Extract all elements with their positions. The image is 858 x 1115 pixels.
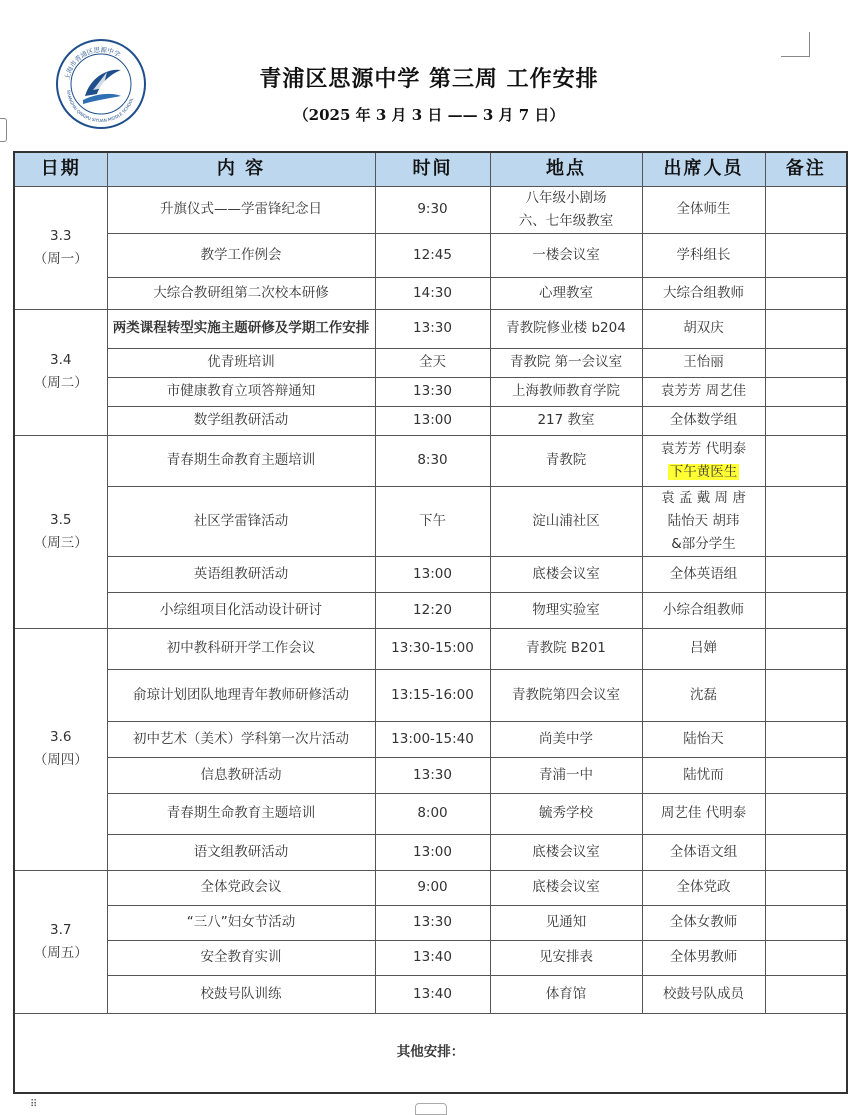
content-cell: 两类课程转型实施主题研修及学期工作安排 bbox=[107, 309, 375, 348]
place-line: 尚美中学 bbox=[539, 730, 593, 747]
notes-cell bbox=[765, 940, 847, 975]
other-arrangements-label: 其他安排： bbox=[14, 1013, 847, 1093]
time-cell: 13:30 bbox=[375, 757, 490, 793]
logo-ring-text-top: 上海市青浦区思源中学 bbox=[63, 45, 122, 81]
table-row bbox=[14, 233, 847, 277]
time-cell: 13:40 bbox=[375, 975, 490, 1013]
page-corner-mark bbox=[781, 32, 810, 57]
place-cell bbox=[490, 435, 642, 486]
place-cell bbox=[490, 793, 642, 834]
attendees-cell bbox=[642, 721, 765, 757]
place-cell bbox=[490, 975, 642, 1013]
page-title: 青浦区思源中学 第三周 工作安排 bbox=[259, 66, 599, 92]
attendees-line: &部分学生 bbox=[671, 535, 736, 552]
header-notes: 备注 bbox=[765, 152, 847, 187]
notes-cell bbox=[765, 669, 847, 721]
weekday-label: （周二） bbox=[33, 375, 88, 392]
attendees-cell bbox=[642, 406, 765, 435]
table-row bbox=[14, 406, 847, 435]
content-cell: 大综合教研组第二次校本研修 bbox=[107, 277, 375, 309]
place-line: 毓秀学校 bbox=[539, 805, 593, 822]
place-cell bbox=[490, 905, 642, 940]
weekday-label: （周四） bbox=[33, 752, 88, 769]
attendees-line: 陆怡天 bbox=[683, 730, 724, 747]
place-line: 青教院第四会议室 bbox=[512, 686, 620, 703]
attendees-line: 沈磊 bbox=[690, 686, 717, 703]
attendees-cell bbox=[642, 870, 765, 905]
time-cell: 13:30 bbox=[375, 377, 490, 406]
time-cell: 14:30 bbox=[375, 277, 490, 309]
notes-cell bbox=[765, 187, 847, 234]
date-value: 3.6 bbox=[50, 729, 72, 746]
date-cell bbox=[14, 309, 107, 435]
place-line: 物理实验室 bbox=[532, 601, 600, 618]
notes-cell bbox=[765, 905, 847, 940]
place-cell bbox=[490, 592, 642, 628]
weekday-label: （周一） bbox=[33, 250, 88, 267]
attendees-line: 大综合组教师 bbox=[663, 284, 744, 301]
place-line: 青教院 bbox=[545, 452, 587, 469]
attendees-line: 全体数学组 bbox=[669, 412, 738, 429]
content-cell: 语文组教研活动 bbox=[107, 834, 375, 870]
place-line: 八年级小剧场 bbox=[525, 190, 607, 206]
other-arrangements-row bbox=[14, 1013, 847, 1093]
date-cell bbox=[14, 435, 107, 628]
place-cell bbox=[490, 757, 642, 793]
notes-cell bbox=[765, 592, 847, 628]
attendees-line: 袁 孟 戴 周 唐 bbox=[661, 489, 746, 506]
table-row bbox=[14, 628, 847, 669]
attendees-cell bbox=[642, 628, 765, 669]
table-row bbox=[14, 187, 847, 234]
place-line: 底楼会议室 bbox=[532, 879, 600, 896]
place-cell bbox=[490, 406, 642, 435]
attendees-line: 校鼓号队成员 bbox=[663, 985, 744, 1002]
attendees-line: 学科组长 bbox=[676, 246, 731, 263]
content-cell: 升旗仪式——学雷锋纪念日 bbox=[107, 187, 375, 234]
place-line: 体育馆 bbox=[545, 985, 587, 1002]
place-line: 心理教室 bbox=[539, 284, 593, 301]
attendees-line: 全体师生 bbox=[676, 201, 731, 218]
notes-cell bbox=[765, 277, 847, 309]
attendees-cell bbox=[642, 940, 765, 975]
attendees-line: 袁芳芳 周艺佳 bbox=[660, 383, 747, 400]
notes-cell bbox=[765, 377, 847, 406]
notes-cell bbox=[765, 233, 847, 277]
place-cell bbox=[490, 834, 642, 870]
table-row bbox=[14, 592, 847, 628]
date-cell bbox=[14, 187, 107, 310]
attendees-line: 全体党政 bbox=[676, 879, 731, 896]
content-cell: 社区学雷锋活动 bbox=[107, 486, 375, 556]
place-line: 青浦一中 bbox=[539, 766, 593, 783]
place-line: 见通知 bbox=[545, 914, 587, 931]
time-cell: 13:30 bbox=[375, 905, 490, 940]
content-cell: 青春期生命教育主题培训 bbox=[107, 793, 375, 834]
place-line: 六、七年级教室 bbox=[518, 212, 614, 229]
notes-cell bbox=[765, 556, 847, 592]
attendees-line: 陆怡天 胡玮 bbox=[667, 512, 740, 529]
weekday-label: （周五） bbox=[33, 944, 88, 961]
table-row bbox=[14, 348, 847, 377]
place-cell bbox=[490, 277, 642, 309]
notes-cell bbox=[765, 435, 847, 486]
date-range-subtitle: （2025 年 3 月 3 日 —— 3 月 7 日） bbox=[293, 106, 565, 124]
table-row bbox=[14, 721, 847, 757]
attendees-cell bbox=[642, 377, 765, 406]
place-line: 217 教室 bbox=[537, 412, 595, 429]
attendees-cell bbox=[642, 793, 765, 834]
notes-cell bbox=[765, 975, 847, 1013]
attendees-line: 全体英语组 bbox=[669, 565, 738, 582]
time-cell: 全天 bbox=[375, 348, 490, 377]
table-row bbox=[14, 486, 847, 556]
content-cell: 小综组项目化活动设计研讨 bbox=[107, 592, 375, 628]
attendees-cell bbox=[642, 233, 765, 277]
table-row bbox=[14, 435, 847, 486]
table-row bbox=[14, 757, 847, 793]
attendees-line: 全体语文组 bbox=[669, 843, 738, 860]
time-cell: 12:20 bbox=[375, 592, 490, 628]
attendees-line: 吕婵 bbox=[690, 640, 717, 657]
content-cell: 俞琼计划团队地理青年教师研修活动 bbox=[107, 669, 375, 721]
content-cell: 数学组教研活动 bbox=[107, 406, 375, 435]
place-cell bbox=[490, 556, 642, 592]
content-cell: 英语组教研活动 bbox=[107, 556, 375, 592]
table-row bbox=[14, 975, 847, 1013]
logo-ring-text-bottom: SHANGHAI QINGPU SIYUAN MIDDLE SCHOOL bbox=[66, 89, 135, 124]
place-cell bbox=[490, 377, 642, 406]
time-cell: 13:00-15:40 bbox=[375, 721, 490, 757]
table-row bbox=[14, 834, 847, 870]
time-cell: 13:00 bbox=[375, 556, 490, 592]
attendees-line bbox=[647, 461, 761, 484]
date-value: 3.4 bbox=[50, 352, 72, 369]
table-row bbox=[14, 940, 847, 975]
attendees-cell bbox=[642, 757, 765, 793]
place-cell bbox=[490, 669, 642, 721]
place-cell bbox=[490, 309, 642, 348]
time-cell: 13:40 bbox=[375, 940, 490, 975]
notes-cell bbox=[765, 628, 847, 669]
attendees-cell bbox=[642, 669, 765, 721]
attendees-line: 全体女教师 bbox=[669, 914, 738, 931]
place-cell bbox=[490, 870, 642, 905]
attendees-cell bbox=[642, 975, 765, 1013]
content-cell: 安全教育实训 bbox=[107, 940, 375, 975]
place-line: 青教院修业楼 b204 bbox=[506, 320, 626, 337]
notes-cell bbox=[765, 486, 847, 556]
place-cell bbox=[490, 721, 642, 757]
content-cell: 市健康教育立项答辩通知 bbox=[107, 377, 375, 406]
attendees-cell bbox=[642, 277, 765, 309]
table-row bbox=[14, 905, 847, 940]
time-cell: 8:30 bbox=[375, 435, 490, 486]
place-line: 一楼会议室 bbox=[532, 246, 600, 263]
table-header-row bbox=[14, 152, 847, 187]
drag-handle-icon[interactable]: ⠿ bbox=[30, 1099, 38, 1110]
header-attendees: 出席人员 bbox=[642, 152, 765, 187]
header-time: 时间 bbox=[375, 152, 490, 187]
time-cell: 13:30 bbox=[375, 309, 490, 348]
place-line: 底楼会议室 bbox=[532, 843, 600, 860]
attendees-cell bbox=[642, 834, 765, 870]
attendees-cell bbox=[642, 905, 765, 940]
place-cell bbox=[490, 348, 642, 377]
attendees-cell bbox=[642, 309, 765, 348]
table-row bbox=[14, 277, 847, 309]
content-cell: 青春期生命教育主题培训 bbox=[107, 435, 375, 486]
attendees-line: 周艺佳 代明泰 bbox=[660, 805, 747, 822]
notes-cell bbox=[765, 870, 847, 905]
table-row bbox=[14, 377, 847, 406]
date-cell bbox=[14, 870, 107, 1013]
time-cell: 12:45 bbox=[375, 233, 490, 277]
date-value: 3.5 bbox=[50, 511, 72, 528]
place-cell bbox=[490, 187, 642, 234]
content-cell: 信息教研活动 bbox=[107, 757, 375, 793]
attendees-cell bbox=[642, 348, 765, 377]
notes-cell bbox=[765, 348, 847, 377]
time-cell: 9:00 bbox=[375, 870, 490, 905]
notes-cell bbox=[765, 309, 847, 348]
page-tab[interactable] bbox=[415, 1103, 447, 1115]
content-cell: 优青班培训 bbox=[107, 348, 375, 377]
content-cell: 全体党政会议 bbox=[107, 870, 375, 905]
header-date: 日期 bbox=[14, 152, 107, 187]
table-row bbox=[14, 793, 847, 834]
attendees-cell bbox=[642, 435, 765, 486]
header-content: 内 容 bbox=[107, 152, 375, 187]
attendees-line: 陆忧而 bbox=[683, 766, 724, 783]
place-cell bbox=[490, 486, 642, 556]
content-cell: 初中艺术（美术）学科第一次片活动 bbox=[107, 721, 375, 757]
attendees-line: 王怡丽 bbox=[683, 354, 724, 371]
attendees-line: 小综合组教师 bbox=[663, 601, 744, 618]
attendees-cell bbox=[642, 486, 765, 556]
date-cell bbox=[14, 628, 107, 870]
place-line: 青教院 B201 bbox=[526, 640, 606, 657]
attendees-line: 胡双庆 bbox=[683, 320, 724, 337]
place-line: 淀山浦社区 bbox=[532, 512, 600, 529]
place-cell bbox=[490, 628, 642, 669]
table-row bbox=[14, 870, 847, 905]
place-line: 见安排表 bbox=[539, 949, 593, 966]
table-row bbox=[14, 309, 847, 348]
place-cell bbox=[490, 940, 642, 975]
time-cell: 13:00 bbox=[375, 406, 490, 435]
place-line: 底楼会议室 bbox=[532, 565, 600, 582]
notes-cell bbox=[765, 757, 847, 793]
place-line: 青教院 第一会议室 bbox=[509, 354, 623, 371]
time-cell: 下午 bbox=[375, 486, 490, 556]
time-cell: 13:15-16:00 bbox=[375, 669, 490, 721]
time-cell: 13:00 bbox=[375, 834, 490, 870]
schedule-body bbox=[14, 187, 847, 1014]
content-cell: 校鼓号队训练 bbox=[107, 975, 375, 1013]
time-cell: 9:30 bbox=[375, 187, 490, 234]
place-cell bbox=[490, 233, 642, 277]
content-cell: 教学工作例会 bbox=[107, 233, 375, 277]
date-value: 3.7 bbox=[50, 921, 72, 938]
attendees-line: 全体男教师 bbox=[669, 949, 738, 966]
time-cell: 8:00 bbox=[375, 793, 490, 834]
attendees-cell bbox=[642, 592, 765, 628]
notes-cell bbox=[765, 721, 847, 757]
notes-cell bbox=[765, 834, 847, 870]
date-value: 3.3 bbox=[50, 228, 72, 244]
content-cell: “三八”妇女节活动 bbox=[107, 905, 375, 940]
schedule-table bbox=[13, 151, 848, 1094]
table-row bbox=[14, 556, 847, 592]
highlighted-attendee: 下午黄医生 bbox=[669, 463, 738, 480]
weekday-label: （周三） bbox=[33, 534, 88, 551]
table-row bbox=[14, 669, 847, 721]
time-cell: 13:30-15:00 bbox=[375, 628, 490, 669]
attendees-cell bbox=[642, 556, 765, 592]
attendees-line: 袁芳芳 代明泰 bbox=[660, 440, 747, 457]
header-place: 地点 bbox=[490, 152, 642, 187]
attendees-cell bbox=[642, 187, 765, 234]
notes-cell bbox=[765, 406, 847, 435]
notes-cell bbox=[765, 793, 847, 834]
place-line: 上海教师教育学院 bbox=[512, 383, 620, 400]
content-cell: 初中教科研开学工作会议 bbox=[107, 628, 375, 669]
